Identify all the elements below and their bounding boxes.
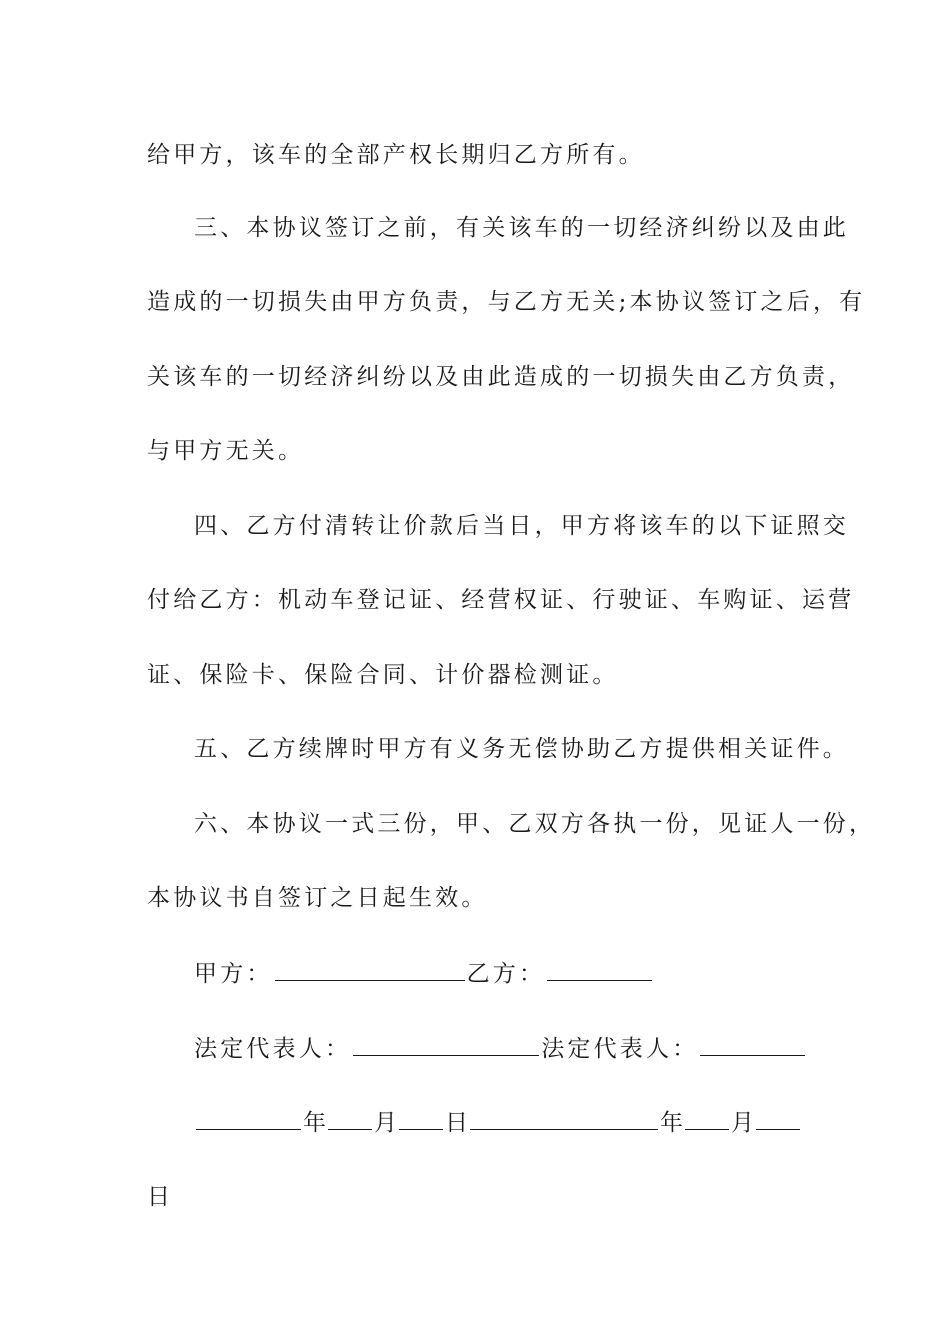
date-b-month-blank[interactable] bbox=[685, 1107, 729, 1130]
party-b-label: 乙方： bbox=[466, 961, 546, 987]
month-label: 月 bbox=[374, 1110, 397, 1136]
date-b-year-blank[interactable] bbox=[470, 1107, 658, 1130]
rep-a-blank[interactable] bbox=[353, 1033, 539, 1056]
signature-date-line bbox=[194, 1107, 802, 1138]
paragraph-line: 六、本协议一式三份，甲、乙双方各执一份，见证人一份， bbox=[194, 811, 876, 837]
date-b-day-blank[interactable] bbox=[756, 1107, 800, 1130]
year-label: 年 bbox=[303, 1110, 326, 1136]
day-label: 日 bbox=[445, 1110, 468, 1136]
signature-parties-line bbox=[194, 958, 654, 989]
paragraph-line: 给甲方，该车的全部产权长期归乙方所有。 bbox=[147, 142, 645, 168]
day-label-wrapped: 日 bbox=[147, 1184, 174, 1210]
paragraph-line: 付给乙方：机动车登记证、经营权证、行驶证、车购证、运营 bbox=[147, 587, 855, 613]
paragraph-line: 造成的一切损失由甲方负责，与乙方无关;本协议签订之后，有 bbox=[147, 289, 866, 315]
party-a-blank[interactable] bbox=[275, 958, 465, 981]
paragraph-line: 关该车的一切经济纠纷以及由此造成的一切损失由乙方负责， bbox=[147, 364, 855, 390]
paragraph-line: 四、乙方付清转让价款后当日，甲方将该车的以下证照交 bbox=[194, 513, 849, 539]
paragraph-line: 与甲方无关。 bbox=[147, 438, 305, 464]
paragraph-line: 五、乙方续牌时甲方有义务无偿协助乙方提供相关证件。 bbox=[194, 736, 849, 762]
party-a-label: 甲方： bbox=[194, 961, 273, 987]
date-a-month-blank[interactable] bbox=[328, 1107, 372, 1130]
date-a-day-blank[interactable] bbox=[399, 1107, 443, 1130]
rep-b-blank[interactable] bbox=[700, 1033, 805, 1056]
paragraph-line: 三、本协议签订之前，有关该车的一切经济纠纷以及由此 bbox=[194, 215, 849, 241]
year-label: 年 bbox=[660, 1110, 683, 1136]
date-a-year-blank[interactable] bbox=[196, 1107, 301, 1130]
signature-reps-line bbox=[194, 1033, 807, 1064]
paragraph-line: 证、保险卡、保险合同、计价器检测证。 bbox=[147, 662, 619, 688]
month-label: 月 bbox=[731, 1110, 754, 1136]
paragraph-line: 本协议书自签订之日起生效。 bbox=[147, 885, 488, 911]
rep-b-label: 法定代表人： bbox=[541, 1036, 699, 1062]
party-b-blank[interactable] bbox=[547, 958, 652, 981]
rep-a-label: 法定代表人： bbox=[194, 1036, 352, 1062]
